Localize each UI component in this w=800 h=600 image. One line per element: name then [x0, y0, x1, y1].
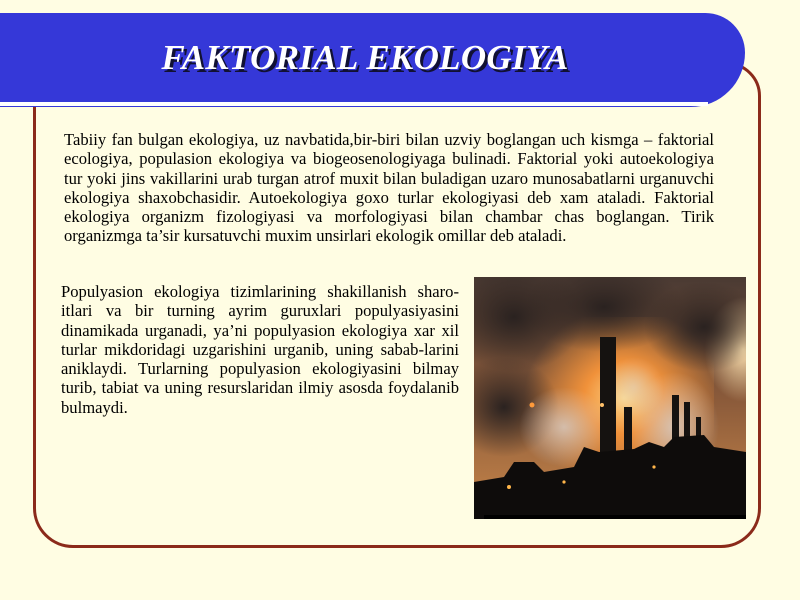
paragraph-faktorial: Tabiiy fan bulgan ekologiya, uz navbatida,bir-biri bilan uzviy boglangan uch kismga – faktorial ecologiya, populasion ekologiya va biogeosenologiyaga bulinadi. Faktorial yoki autoekologiya tur yoki jins vakillarini urab turgan atrof muxit bilan buladigan uzaro munosabatlarni urganuvchi ekologiya shaxobchasidir. Autoekologiya goxo turlar ekologiyasi deb xam ataladi. Faktorial ekologiya organizm fizologiyasi va morfologiyasi bilan chambar chas boglangan. Tirik organizmga ta’sir kursatuvchi muxim unsirlari ekologik omillar deb ataladi.: [64, 130, 714, 246]
factory-photo-illustration: [474, 277, 746, 519]
factory-smoke-photo: [474, 277, 746, 519]
paragraph-populyasion: Populyasion ekologiya tizimlarining shakillanish sharo-itlari va bir turning ayrim guruxlari populyasiyasini dinamikada urganadi, ya’ni populyasion ekologiya xar xil turlar mikdoridagi uzgarishini urganib, uning sabab-larini aniklaydi. Turlarning populyasion ekologiyasini bilmay turib, tabiat va uning resurslaridan ilmiy asosda foydalanib bulmaydi.: [61, 282, 459, 417]
title-underline: [0, 102, 708, 106]
slide-title: FAKTORIAL EKOLOGIYA: [161, 38, 569, 77]
